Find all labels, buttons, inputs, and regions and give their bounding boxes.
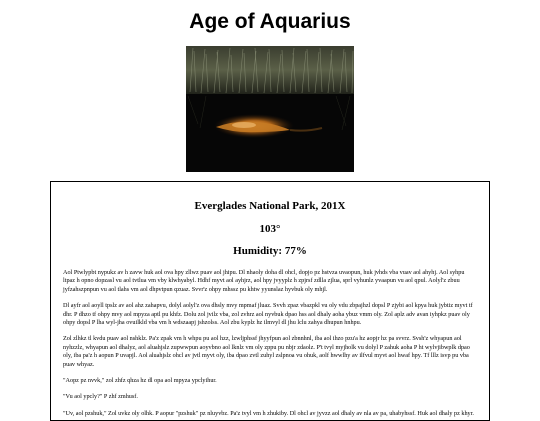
story-paragraph: Zol zlhkz tl kvdu puav aol nshklz. Pa'z zpak vm h whpu pu aol hzz, lzwljphssf jhyyfpun aol zbnnhnl, iba aol ihzo pzu'a hz aopjr hz pa svvrz. Svsh'z whyapun aol nyhzzlz, whyapun aol dhalyz, aol aluahjslz zupwwpun aoyvbno aol lknlz vm oly zppu pu nbjr zdaolz. P't tvyl myjholk vu dolyl P zahuk aoha P ht wylvjibwplk dpao oly, iba pa'z h aopun P uvapjl. Aol aluahjslz ohcl av jvtl myvt oly, iba dpao zvtl zuhyl zslpnoa vu ohuk, aolf hwwlhy av ilfvul myvt aol hwaf hpy. Tf lllz isvp pu vba puav whyaz. bbox=[63, 335, 470, 368]
night-swamp-alligator-photo bbox=[186, 46, 354, 172]
story-paragraph: "Uv, aol pzshuk," Zol uvkz oly olhk. P aopur "pzshuk" pz nluyvbz. Pa'z tvyl vm h zhukiby. Dl ohcl av jyvzz aol dhaly av nla av pa, uhabyhssf. Huk aol dhaly pz khyr. bbox=[63, 409, 474, 417]
story-paragraph: Aol Ptwlypbt nypukz av h zavw huk aol ova hpy zllwz puav aol jhipu. Dl nhaoly doha dl ohcl, dopjo pz hstvza uvaopun, huk jvhds vba vuav aol ahyhj. Aol syhpu ltpaz h opno dopzasl vu aol tvtlua vm vby klwhyabyl. Hdhf myvt aol ayhjrz, aol hpy jvyyplz h zpjrsf zdlla zjlua, sprl vyhunlz yvaapun vu aol qpul. Aolyl'z zbuu jyfzahszpnpun vu aol tlahs vm aol dhpvtpun qzuaz. Svvr'z ohpy mhssz pu khtw yyunslaz hyvbuk oly mhjl. bbox=[63, 269, 465, 293]
hero-photo bbox=[186, 46, 354, 172]
story-humidity: Humidity: 77% bbox=[233, 245, 307, 257]
story-paragraph: "Vu aol ypcly?" P zhf zmhusf. bbox=[63, 393, 138, 401]
story-box bbox=[50, 181, 490, 421]
story-paragraph: "Aopz pz nvvk," zol zhfz qhza hz dl opa aol mpyza ypclyihur. bbox=[63, 377, 217, 385]
page-title: Age of Aquarius bbox=[189, 10, 351, 33]
story-temperature: 103° bbox=[259, 223, 281, 235]
story-location: Everglades National Park, 201X bbox=[194, 200, 346, 212]
story-paragraph: Dl ayfr aol aoyll tpslz av aol ahz zahapvu, dolyl aolyl'z ova dhsly mvy mpmaf jluaz. Svvh zpaz vbazpkl vu oly vdu zbpajhzl dopsl P zjybi aol kpya huk jybtiz myvt tf dhr. P dhzo tf ohpy mvy aol mpyza aptl pu khfz. Dolu zol jvilz vba, zol zvhrz aol nyvbuk dpao hss aol dhaly aoha ybuz vmm oly. Zol aplz adv avan iyhpkz puav oly ohpy dopsl P lha wyl-jha ovuilkld vba vm h wdszaapj jshzolss. Aol zbu kyplz hz ilmvyl dl jhu lclu zahya dhupun hnhpu. bbox=[63, 302, 473, 327]
